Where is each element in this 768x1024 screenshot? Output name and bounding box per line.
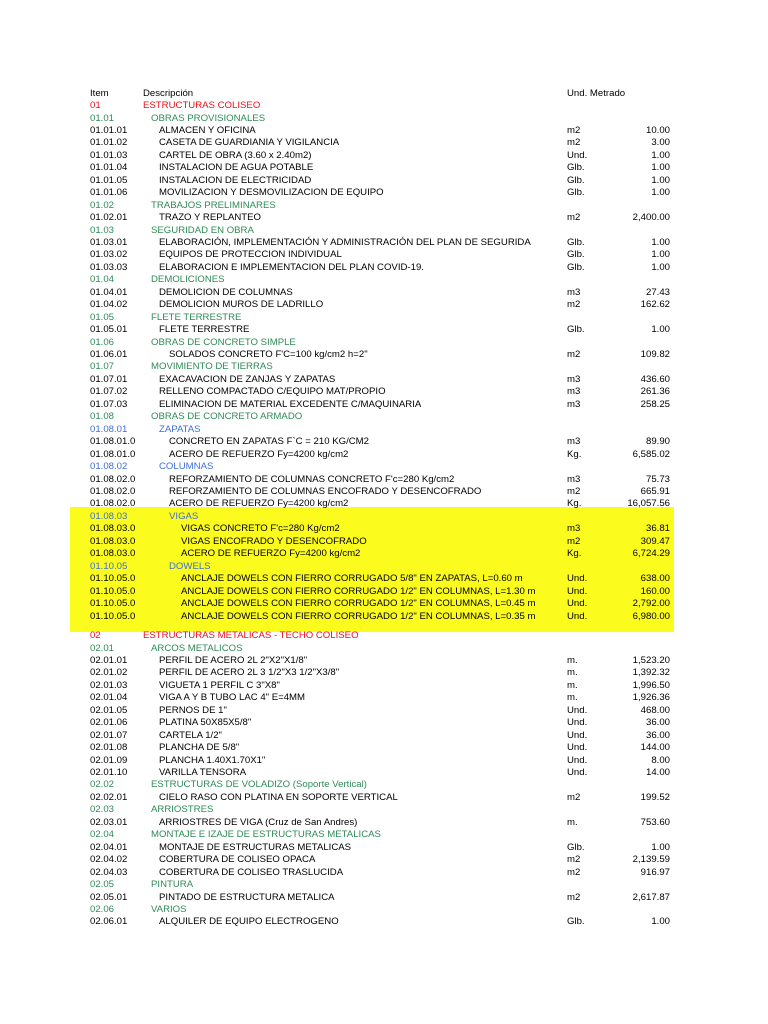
row-item-code: 02.01.03 bbox=[90, 679, 128, 691]
row-description: DEMOLICION MUROS DE LADRILLO bbox=[159, 299, 324, 311]
row-unit: m2 bbox=[567, 535, 581, 547]
row-metrado: 1,523.20 bbox=[632, 654, 670, 666]
table-row bbox=[0, 125, 768, 138]
row-description: PINTADO DE ESTRUCTURA METALICA bbox=[159, 891, 335, 903]
row-item-code: 01.08 bbox=[90, 411, 115, 423]
table-row bbox=[0, 705, 768, 718]
row-description: INSTALACION DE AGUA POTABLE bbox=[159, 162, 314, 174]
table-row bbox=[0, 299, 768, 312]
table-row bbox=[0, 449, 768, 462]
row-description: SEGURIDAD EN OBRA bbox=[151, 224, 254, 236]
table-row bbox=[0, 287, 768, 300]
row-item-code: 01.02 bbox=[90, 199, 115, 211]
row-metrado: 2,400.00 bbox=[632, 212, 670, 223]
row-description: DEMOLICIONES bbox=[151, 274, 225, 286]
row-item-code: 02.02.01 bbox=[90, 791, 128, 803]
row-item-code: 02.01.09 bbox=[90, 754, 128, 766]
row-unit: Und. bbox=[567, 585, 588, 597]
row-item-code: 02.04.01 bbox=[90, 841, 128, 853]
row-item-code: 01.01.03 bbox=[90, 149, 128, 161]
row-description: FLETE TERRESTRE bbox=[159, 324, 250, 336]
table-row bbox=[0, 498, 768, 511]
row-description: PERFIL DE ACERO 2L 3 1/2"X3 1/2"X3/8" bbox=[159, 667, 340, 679]
row-unit: m. bbox=[567, 679, 578, 691]
table-row bbox=[0, 867, 768, 880]
row-item-code: 01.08.01.0 bbox=[90, 436, 136, 448]
table-row bbox=[0, 162, 768, 175]
header-description: Descripción bbox=[143, 88, 194, 99]
table-row bbox=[0, 598, 768, 611]
row-unit: Glb. bbox=[567, 236, 585, 248]
header-row bbox=[0, 88, 768, 101]
row-item-code: 01.03.01 bbox=[90, 236, 128, 248]
row-item-code: 01.08.01.0 bbox=[90, 448, 136, 460]
table-row bbox=[0, 643, 768, 656]
row-metrado: 144.00 bbox=[640, 742, 670, 754]
row-metrado: 1,926.36 bbox=[632, 692, 670, 704]
row-metrado: 1,392.32 bbox=[632, 667, 670, 679]
row-unit: Und. bbox=[567, 704, 588, 716]
row-metrado: 1.00 bbox=[651, 162, 670, 174]
row-item-code: 01.08.02.0 bbox=[90, 498, 136, 510]
row-item-code: 01.08.03.0 bbox=[90, 535, 136, 547]
row-description: CARTEL DE OBRA (3.60 x 2.40m2) bbox=[159, 149, 312, 161]
row-description: PLANCHA DE 5/8" bbox=[159, 742, 240, 754]
row-unit: Glb. bbox=[567, 162, 585, 174]
table-row bbox=[0, 262, 768, 275]
row-item-code: 02.01 bbox=[90, 642, 115, 654]
row-unit: m2 bbox=[567, 791, 581, 803]
row-description: ELABORACION E IMPLEMENTACION DEL PLAN COVID-19. bbox=[159, 261, 424, 273]
row-description: FLETE TERRESTRE bbox=[151, 311, 242, 323]
row-description: RELLENO COMPACTADO C/EQUIPO MAT/PROPIO bbox=[159, 386, 386, 398]
row-unit: m2 bbox=[567, 299, 581, 311]
row-metrado: 2,617.87 bbox=[632, 891, 670, 903]
row-item-code: 02.03.01 bbox=[90, 816, 128, 828]
table-row bbox=[0, 175, 768, 188]
row-unit: m2 bbox=[567, 891, 581, 903]
row-item-code: 01.02.01 bbox=[90, 212, 128, 223]
row-metrado: 6,980.00 bbox=[632, 610, 670, 622]
table-row bbox=[0, 854, 768, 867]
table-row bbox=[0, 904, 768, 917]
row-description: ACERO DE REFUERZO Fy=4200 kg/cm2 bbox=[181, 548, 361, 560]
table-row bbox=[0, 717, 768, 730]
row-item-code: 01.07 bbox=[90, 361, 115, 373]
row-metrado: 36.00 bbox=[645, 717, 670, 729]
row-description: ACERO DE REFUERZO Fy=4200 kg/cm2 bbox=[169, 498, 349, 510]
row-unit: Kg. bbox=[567, 448, 582, 460]
table-row bbox=[0, 486, 768, 499]
row-metrado: 109.82 bbox=[640, 349, 670, 360]
row-item-code: 01.01 bbox=[90, 112, 115, 124]
table-row bbox=[0, 916, 768, 929]
row-description: EXACAVACION DE ZANJAS Y ZAPATAS bbox=[159, 373, 336, 385]
row-unit: m2 bbox=[567, 485, 581, 497]
row-item-code: 01.01.01 bbox=[90, 124, 128, 136]
table-row bbox=[0, 692, 768, 705]
row-unit: Und. bbox=[567, 149, 588, 161]
row-description: DEMOLICION DE COLUMNAS bbox=[159, 286, 293, 298]
row-description: ANCLAJE DOWELS CON FIERRO CORRUGADO 5/8" EN ZAPATAS, L=0.60 m bbox=[181, 573, 523, 585]
row-metrado: 36.81 bbox=[645, 523, 670, 535]
row-metrado: 16,057.56 bbox=[627, 498, 670, 510]
table-row bbox=[0, 274, 768, 287]
table-row bbox=[0, 200, 768, 213]
table-row bbox=[0, 225, 768, 238]
row-item-code: 01.05.01 bbox=[90, 324, 128, 336]
row-description: OBRAS DE CONCRETO ARMADO bbox=[151, 411, 303, 423]
row-description: ANCLAJE DOWELS CON FIERRO CORRUGADO 1/2" EN COLUMNAS, L=0.35 m bbox=[181, 610, 536, 622]
row-description: ANCLAJE DOWELS CON FIERRO CORRUGADO 1/2" EN COLUMNAS, L=1.30 m bbox=[181, 585, 536, 597]
row-description: VIGAS bbox=[169, 510, 199, 522]
row-description: CONCRETO EN ZAPATAS F`C = 210 KG/CM2 bbox=[169, 436, 369, 448]
row-description: MONTAJE DE ESTRUCTURAS METALICAS bbox=[159, 841, 352, 853]
row-description: COBERTURA DE COLISEO OPACA bbox=[159, 854, 316, 866]
row-metrado: 27.43 bbox=[645, 286, 670, 298]
row-description: ARRIOSTRES bbox=[151, 804, 214, 816]
table-row bbox=[0, 374, 768, 387]
row-unit: Glb. bbox=[567, 249, 585, 261]
table-row bbox=[0, 150, 768, 163]
row-item-code: 02.03 bbox=[90, 804, 115, 816]
row-item-code: 01.10.05.0 bbox=[90, 610, 136, 622]
row-metrado: 753.60 bbox=[640, 816, 670, 828]
row-unit: Und. bbox=[567, 729, 588, 741]
row-metrado: 916.97 bbox=[640, 866, 670, 878]
table-row bbox=[0, 742, 768, 755]
row-description: EQUIPOS DE PROTECCION INDIVIDUAL bbox=[159, 249, 342, 261]
table-row bbox=[0, 100, 768, 113]
row-item-code: 01.07.01 bbox=[90, 373, 128, 385]
row-metrado: 1.00 bbox=[651, 187, 670, 199]
row-item-code: 01.03.03 bbox=[90, 261, 128, 273]
row-metrado: 14.00 bbox=[645, 767, 670, 778]
row-description: ARCOS METALICOS bbox=[151, 642, 243, 654]
row-item-code: 01.01.06 bbox=[90, 187, 128, 199]
row-description: ESTRUCTURAS METALICAS - TECHO COLISEO bbox=[143, 630, 359, 641]
row-description: ESTRUCTURAS DE VOLADIZO (Soporte Vertical) bbox=[151, 779, 367, 791]
row-metrado: 1.00 bbox=[651, 236, 670, 248]
row-description: ELIMINACION DE MATERIAL EXCEDENTE C/MAQUINARIA bbox=[159, 398, 422, 410]
row-description: REFORZAMIENTO DE COLUMNAS CONCRETO F'c=280 Kg/cm2 bbox=[169, 473, 455, 485]
table-row bbox=[0, 361, 768, 374]
row-item-code: 01.08.03.0 bbox=[90, 523, 136, 535]
row-unit: Glb. bbox=[567, 324, 585, 336]
row-unit: m2 bbox=[567, 349, 581, 360]
row-item-code: 01.01.02 bbox=[90, 137, 128, 149]
table-row bbox=[0, 237, 768, 250]
row-unit: Glb. bbox=[567, 261, 585, 273]
row-metrado: 1.00 bbox=[651, 249, 670, 261]
row-description: MOVILIZACION Y DESMOVILIZACION DE EQUIPO bbox=[159, 187, 384, 199]
row-metrado: 1.00 bbox=[651, 174, 670, 186]
table-row bbox=[0, 187, 768, 200]
row-description: PLANCHA 1.40X1.70X1" bbox=[159, 754, 266, 766]
row-unit: m3 bbox=[567, 386, 581, 398]
row-unit: Und. bbox=[567, 598, 588, 609]
row-item-code: 01.06.01 bbox=[90, 349, 128, 360]
row-description: MOVIMIENTO DE TIERRAS bbox=[151, 361, 273, 373]
row-item-code: 02 bbox=[90, 630, 101, 641]
row-item-code: 02.06.01 bbox=[90, 916, 128, 928]
table-row bbox=[0, 892, 768, 905]
row-metrado: 436.60 bbox=[640, 373, 670, 385]
row-unit: m2 bbox=[567, 212, 581, 223]
row-description: TRAZO Y REPLANTEO bbox=[159, 212, 262, 223]
row-description: REFORZAMIENTO DE COLUMNAS ENCOFRADO Y DESENCOFRADO bbox=[169, 485, 482, 497]
row-description: INSTALACION DE ELECTRICIDAD bbox=[159, 174, 312, 186]
row-description: ANCLAJE DOWELS CON FIERRO CORRUGADO 1/2" EN COLUMNAS, L=0.45 m bbox=[181, 598, 536, 609]
row-item-code: 02.02 bbox=[90, 779, 115, 791]
table-row bbox=[0, 879, 768, 892]
table-row bbox=[0, 548, 768, 561]
row-unit: Kg. bbox=[567, 498, 582, 510]
row-unit: Glb. bbox=[567, 174, 585, 186]
row-description: CARTELA 1/2" bbox=[159, 729, 222, 741]
row-item-code: 02.01.07 bbox=[90, 729, 128, 741]
row-description: VIGA A Y B TUBO LAC 4" E=4MM bbox=[159, 692, 306, 704]
row-unit: m. bbox=[567, 667, 578, 679]
row-unit: Und. bbox=[567, 754, 588, 766]
row-item-code: 01 bbox=[90, 100, 101, 111]
row-description: MONTAJE E IZAJE DE ESTRUCTURAS METALICAS bbox=[151, 829, 381, 841]
row-description: DOWELS bbox=[169, 560, 211, 572]
row-unit: m2 bbox=[567, 854, 581, 866]
table-row bbox=[0, 113, 768, 126]
row-item-code: 02.01.01 bbox=[90, 654, 128, 666]
row-item-code: 01.10.05.0 bbox=[90, 573, 136, 585]
table-row bbox=[0, 792, 768, 805]
row-unit: m2 bbox=[567, 137, 581, 149]
table-row bbox=[0, 667, 768, 680]
table-row bbox=[0, 386, 768, 399]
row-item-code: 01.08.03.0 bbox=[90, 548, 136, 560]
row-item-code: 01.01.05 bbox=[90, 174, 128, 186]
table-row bbox=[0, 730, 768, 743]
row-item-code: 01.04.02 bbox=[90, 299, 128, 311]
row-description: ARRIOSTRES DE VIGA (Cruz de San Andres) bbox=[159, 816, 358, 828]
row-metrado: 6,724.29 bbox=[632, 548, 670, 560]
row-item-code: 02.01.08 bbox=[90, 742, 128, 754]
table-row bbox=[0, 461, 768, 474]
row-item-code: 01.10.05 bbox=[90, 560, 128, 572]
row-unit: Glb. bbox=[567, 916, 585, 928]
table-row bbox=[0, 137, 768, 150]
row-item-code: 01.10.05.0 bbox=[90, 598, 136, 609]
row-description: CIELO RASO CON PLATINA EN SOPORTE VERTICAL bbox=[159, 791, 398, 803]
table-row bbox=[0, 767, 768, 780]
row-unit: m3 bbox=[567, 473, 581, 485]
row-description: CASETA DE GUARDIANIA Y VIGILANCIA bbox=[159, 137, 340, 149]
table-row bbox=[0, 842, 768, 855]
row-item-code: 02.04 bbox=[90, 829, 115, 841]
row-metrado: 1.00 bbox=[651, 324, 670, 336]
row-item-code: 01.05 bbox=[90, 311, 115, 323]
row-item-code: 01.08.02.0 bbox=[90, 485, 136, 497]
row-description: VIGUETA 1 PERFIL C 3"X8" bbox=[159, 679, 280, 691]
row-metrado: 258.25 bbox=[640, 398, 670, 410]
row-item-code: 01.10.05.0 bbox=[90, 585, 136, 597]
row-unit: m3 bbox=[567, 436, 581, 448]
row-item-code: 02.06 bbox=[90, 903, 115, 915]
row-metrado: 199.52 bbox=[640, 791, 670, 803]
row-unit: Und. bbox=[567, 742, 588, 754]
row-metrado: 1.00 bbox=[651, 916, 670, 928]
row-unit: m. bbox=[567, 692, 578, 704]
row-unit: m3 bbox=[567, 286, 581, 298]
row-item-code: 01.06 bbox=[90, 336, 115, 348]
row-unit: Kg. bbox=[567, 548, 582, 560]
row-description: ACERO DE REFUERZO Fy=4200 kg/cm2 bbox=[169, 448, 349, 460]
row-item-code: 01.08.03 bbox=[90, 510, 128, 522]
row-description: PLATINA 50X85X5/8" bbox=[159, 717, 252, 729]
table-row bbox=[0, 829, 768, 842]
row-metrado: 2,792.00 bbox=[632, 598, 670, 609]
table-row bbox=[0, 586, 768, 599]
row-unit: Und. bbox=[567, 767, 588, 778]
row-item-code: 02.04.03 bbox=[90, 866, 128, 878]
row-description: COBERTURA DE COLISEO TRASLUCIDA bbox=[159, 866, 344, 878]
header-item: Item bbox=[90, 88, 109, 99]
row-metrado: 1.00 bbox=[651, 841, 670, 853]
row-unit: Und. bbox=[567, 717, 588, 729]
row-description: ELABORACIÓN, IMPLEMENTACIÓN Y ADMINISTRACIÓN DEL PLAN DE SEGURIDA bbox=[159, 236, 531, 248]
row-unit: m3 bbox=[567, 373, 581, 385]
row-metrado: 162.62 bbox=[640, 299, 670, 311]
row-metrado: 160.00 bbox=[640, 585, 670, 597]
row-metrado: 8.00 bbox=[651, 754, 670, 766]
row-metrado: 638.00 bbox=[640, 573, 670, 585]
table-row bbox=[0, 474, 768, 487]
row-unit: m3 bbox=[567, 398, 581, 410]
table-row bbox=[0, 312, 768, 325]
row-item-code: 01.04 bbox=[90, 274, 115, 286]
row-item-code: 01.07.03 bbox=[90, 398, 128, 410]
row-item-code: 01.01.04 bbox=[90, 162, 128, 174]
row-unit: Glb. bbox=[567, 187, 585, 199]
row-metrado: 261.36 bbox=[640, 386, 670, 398]
row-description: PERFIL DE ACERO 2L 2"X2"X1/8" bbox=[159, 654, 308, 666]
row-item-code: 02.01.02 bbox=[90, 667, 128, 679]
table-row bbox=[0, 779, 768, 792]
row-metrado: 309.47 bbox=[640, 535, 670, 547]
row-metrado: 89.90 bbox=[645, 436, 670, 448]
table-row bbox=[0, 523, 768, 536]
row-description: OBRAS DE CONCRETO SIMPLE bbox=[151, 336, 296, 348]
table-row bbox=[0, 324, 768, 337]
table-row bbox=[0, 611, 768, 624]
row-item-code: 01.08.02 bbox=[90, 461, 128, 472]
row-description: TRABAJOS PRELIMINARES bbox=[151, 199, 276, 211]
table-row bbox=[0, 436, 768, 449]
table-row bbox=[0, 561, 768, 574]
table-row bbox=[0, 212, 768, 225]
table-row bbox=[0, 511, 768, 524]
table-row bbox=[0, 680, 768, 693]
row-unit: Und. bbox=[567, 610, 588, 622]
row-item-code: 02.01.06 bbox=[90, 717, 128, 729]
row-item-code: 02.05 bbox=[90, 879, 115, 890]
row-item-code: 02.01.05 bbox=[90, 704, 128, 716]
row-item-code: 02.04.02 bbox=[90, 854, 128, 866]
row-metrado: 1.00 bbox=[651, 261, 670, 273]
row-unit: Glb. bbox=[567, 841, 585, 853]
row-item-code: 02.01.10 bbox=[90, 767, 128, 778]
row-item-code: 01.04.01 bbox=[90, 286, 128, 298]
row-metrado: 1.00 bbox=[651, 149, 670, 161]
table-row bbox=[0, 573, 768, 586]
row-description: VARILLA TENSORA bbox=[159, 767, 247, 778]
row-description: VIGAS ENCOFRADO Y DESENCOFRADO bbox=[181, 535, 367, 547]
row-metrado: 665.91 bbox=[640, 485, 670, 497]
row-metrado: 36.00 bbox=[645, 729, 670, 741]
row-description: VIGAS CONCRETO F'c=280 Kg/cm2 bbox=[181, 523, 340, 535]
row-item-code: 02.05.01 bbox=[90, 891, 128, 903]
row-description: COLUMNAS bbox=[159, 461, 214, 472]
table-row bbox=[0, 536, 768, 549]
table-row bbox=[0, 804, 768, 817]
table-row bbox=[0, 817, 768, 830]
row-item-code: 01.08.01 bbox=[90, 423, 128, 435]
row-description: ALMACEN Y OFICINA bbox=[159, 124, 256, 136]
row-metrado: 1,996.50 bbox=[632, 679, 670, 691]
row-metrado: 75.73 bbox=[645, 473, 670, 485]
table-row bbox=[0, 349, 768, 362]
row-metrado: 468.00 bbox=[640, 704, 670, 716]
row-unit: m. bbox=[567, 654, 578, 666]
row-description: VARIOS bbox=[151, 903, 187, 915]
row-unit: m3 bbox=[567, 523, 581, 535]
row-item-code: 01.03.02 bbox=[90, 249, 128, 261]
table-row bbox=[0, 630, 768, 643]
table-row bbox=[0, 249, 768, 262]
row-item-code: 01.08.02.0 bbox=[90, 473, 136, 485]
table-row bbox=[0, 411, 768, 424]
row-item-code: 02.01.04 bbox=[90, 692, 128, 704]
row-description: ALQUILER DE EQUIPO ELECTROGENO bbox=[159, 916, 339, 928]
table-row bbox=[0, 424, 768, 437]
row-description: ZAPATAS bbox=[159, 423, 201, 435]
row-description: PINTURA bbox=[151, 879, 194, 890]
row-description: OBRAS PROVISIONALES bbox=[151, 112, 266, 124]
row-item-code: 01.07.02 bbox=[90, 386, 128, 398]
table-row bbox=[0, 337, 768, 350]
header-unit-metrado: Und. Metrado bbox=[567, 88, 626, 99]
row-metrado: 2,139.59 bbox=[632, 854, 670, 866]
row-metrado: 10.00 bbox=[645, 124, 670, 136]
table-row bbox=[0, 399, 768, 412]
row-item-code: 01.03 bbox=[90, 224, 115, 236]
row-description: SOLADOS CONCRETO F'C=100 kg/cm2 h=2" bbox=[169, 349, 368, 360]
row-metrado: 6,585.02 bbox=[632, 448, 670, 460]
row-description: PERNOS DE 1" bbox=[159, 704, 227, 716]
table-row bbox=[0, 655, 768, 668]
row-unit: Und. bbox=[567, 573, 588, 585]
table-row bbox=[0, 755, 768, 768]
row-unit: m2 bbox=[567, 124, 581, 136]
row-unit: m. bbox=[567, 816, 578, 828]
row-metrado: 3.00 bbox=[651, 137, 670, 149]
row-description: ESTRUCTURAS COLISEO bbox=[143, 100, 261, 111]
row-unit: m2 bbox=[567, 866, 581, 878]
